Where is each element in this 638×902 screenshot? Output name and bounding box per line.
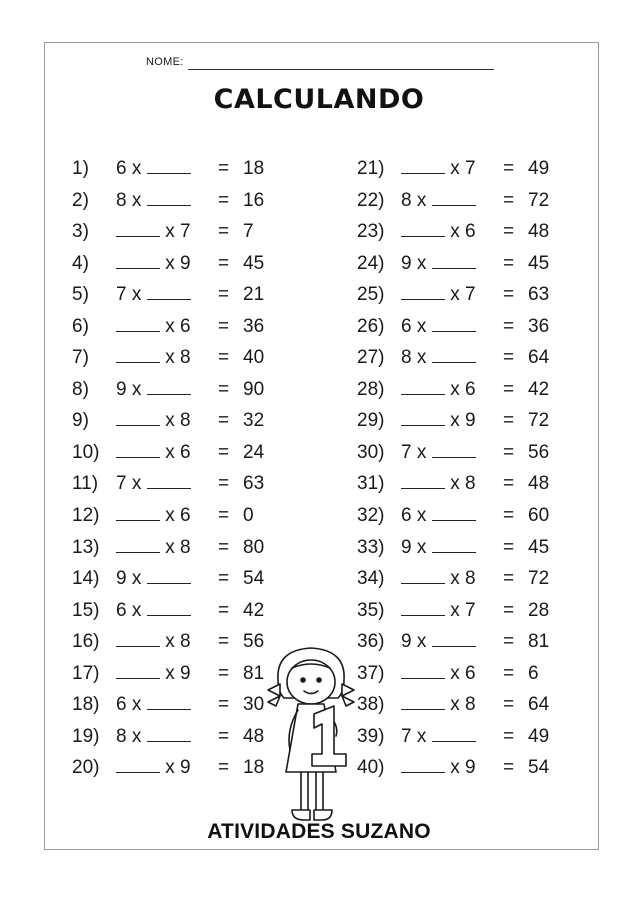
answer-blank[interactable] (401, 406, 445, 426)
problem-number: 37) (357, 662, 385, 684)
problem-number: 20) (72, 757, 100, 779)
problem-number: 40) (357, 757, 385, 779)
equals-sign: = (218, 347, 230, 369)
equals-sign: = (503, 189, 515, 211)
problem-number: 34) (357, 568, 385, 590)
problem-result: 72 (528, 410, 550, 432)
factor-text: 6 x (116, 599, 142, 621)
problem-number: 15) (72, 599, 100, 621)
answer-blank[interactable] (116, 438, 160, 458)
factor-text: x 8 (450, 568, 476, 590)
problem-number: 25) (357, 284, 385, 306)
equals-sign: = (503, 757, 515, 779)
answer-blank[interactable] (116, 627, 160, 647)
problem-number: 16) (72, 631, 100, 653)
problem-expression (401, 279, 476, 311)
equals-sign: = (218, 599, 230, 621)
factor-text: x 9 (165, 252, 191, 274)
problem-number: 10) (72, 441, 100, 463)
equals-sign: = (218, 284, 230, 306)
equals-sign: = (218, 158, 230, 179)
problem-expression (116, 595, 191, 627)
problem-number: 4) (72, 252, 89, 274)
problem-result: 64 (528, 694, 550, 716)
equals-sign: = (218, 757, 230, 779)
problem-number: 5) (72, 284, 89, 306)
equals-sign: = (218, 410, 230, 432)
factor-text: x 8 (165, 536, 191, 558)
factor-text: x 8 (450, 473, 476, 495)
answer-blank[interactable] (116, 501, 160, 521)
problem-result: 0 (243, 505, 254, 527)
problem-expression (401, 595, 476, 627)
answer-blank[interactable] (401, 753, 445, 773)
answer-blank[interactable] (432, 501, 476, 521)
problem-result: 54 (528, 757, 550, 779)
answer-blank[interactable] (116, 343, 160, 363)
problem-result: 81 (528, 631, 550, 653)
answer-blank[interactable] (401, 469, 445, 489)
problem-number: 36) (357, 631, 385, 653)
problem-result: 18 (243, 158, 265, 179)
equals-sign: = (503, 473, 515, 495)
answer-blank[interactable] (116, 753, 160, 773)
factor-text: x 8 (165, 347, 191, 369)
problem-number: 6) (72, 315, 89, 337)
equals-sign: = (503, 315, 515, 337)
problem-expression (401, 405, 476, 437)
problem-expression (401, 500, 476, 532)
factor-text: x 7 (450, 158, 476, 179)
equals-sign: = (218, 252, 230, 274)
answer-blank[interactable] (116, 312, 160, 332)
problem-number: 32) (357, 505, 385, 527)
equals-sign: = (503, 158, 515, 179)
factor-text: 8 x (116, 189, 142, 211)
worksheet-title: CALCULANDO (213, 84, 425, 115)
factor-text: 7 x (401, 441, 427, 463)
problem-expression (401, 532, 476, 564)
problem-result: 21 (243, 284, 265, 306)
answer-blank[interactable] (432, 343, 476, 363)
problem-number: 29) (357, 410, 385, 432)
factor-text: 7 x (116, 284, 142, 306)
problem-result: 64 (528, 347, 550, 369)
answer-blank[interactable] (432, 438, 476, 458)
factor-text: 7 x (401, 725, 427, 747)
equals-sign: = (503, 410, 515, 432)
problem-expression (401, 468, 476, 500)
problem-result: 48 (243, 725, 265, 747)
equals-sign: = (503, 631, 515, 653)
problem-expression (116, 468, 191, 500)
problem-number: 17) (72, 662, 100, 684)
problem-result: 30 (243, 694, 265, 716)
factor-text: x 8 (450, 694, 476, 716)
answer-blank[interactable] (432, 312, 476, 332)
problem-result: 45 (528, 252, 550, 274)
factor-text: x 7 (450, 284, 476, 306)
factor-text: x 9 (165, 662, 191, 684)
problem-number: 21) (357, 158, 385, 179)
answer-blank[interactable] (432, 186, 476, 206)
factor-text: x 7 (165, 221, 191, 243)
problem-result: 36 (243, 315, 265, 337)
factor-text: 6 x (401, 315, 427, 337)
factor-text: 9 x (116, 568, 142, 590)
problem-result: 81 (243, 662, 265, 684)
problem-expression (116, 405, 191, 437)
problem-expression (401, 216, 476, 248)
problem-number: 33) (357, 536, 385, 558)
answer-blank[interactable] (401, 690, 445, 710)
problem-number: 27) (357, 347, 385, 369)
equals-sign: = (218, 694, 230, 716)
problem-result: 45 (528, 536, 550, 558)
problem-number: 30) (357, 441, 385, 463)
equals-sign: = (218, 473, 230, 495)
problem-number: 39) (357, 725, 385, 747)
problem-expression (116, 658, 191, 690)
equals-sign: = (503, 568, 515, 590)
answer-blank[interactable] (401, 659, 445, 679)
answer-blank[interactable] (147, 280, 191, 300)
factor-text: x 6 (165, 315, 191, 337)
answer-blank[interactable] (401, 596, 445, 616)
equals-sign: = (218, 631, 230, 653)
girl-holding-number-one-icon (256, 640, 366, 830)
problem-expression (401, 153, 476, 185)
equals-sign: = (218, 315, 230, 337)
answer-blank[interactable] (432, 249, 476, 269)
problem-result: 42 (528, 378, 550, 400)
answer-blank[interactable] (116, 217, 160, 237)
name-input-line[interactable] (188, 69, 494, 70)
factor-text: x 8 (165, 631, 191, 653)
equals-sign: = (503, 441, 515, 463)
factor-text: 9 x (401, 252, 427, 274)
problem-expression (116, 689, 191, 721)
equals-sign: = (503, 378, 515, 400)
problem-expression (116, 721, 191, 753)
problem-expression (116, 752, 191, 784)
problem-number: 23) (357, 221, 385, 243)
answer-blank[interactable] (401, 217, 445, 237)
problem-number: 7) (72, 347, 89, 369)
answer-blank[interactable] (147, 154, 191, 174)
problem-result: 48 (528, 473, 550, 495)
equals-sign: = (218, 568, 230, 590)
factor-text: 6 x (116, 694, 142, 716)
factor-text: x 6 (165, 505, 191, 527)
answer-blank[interactable] (432, 627, 476, 647)
factor-text: x 6 (165, 441, 191, 463)
problem-expression (401, 626, 476, 658)
equals-sign: = (218, 221, 230, 243)
equals-sign: = (503, 662, 515, 684)
problem-expression (116, 563, 191, 595)
problem-result: 42 (243, 599, 265, 621)
problem-expression (116, 626, 191, 658)
answer-blank[interactable] (116, 406, 160, 426)
problem-number: 3) (72, 221, 89, 243)
equals-sign: = (218, 662, 230, 684)
problem-result: 7 (243, 221, 254, 243)
problem-result: 63 (243, 473, 265, 495)
problem-number: 13) (72, 536, 100, 558)
equals-sign: = (503, 221, 515, 243)
answer-blank[interactable] (147, 722, 191, 742)
answer-blank[interactable] (116, 249, 160, 269)
equals-sign: = (218, 189, 230, 211)
problem-expression (401, 721, 476, 753)
factor-text: x 8 (165, 410, 191, 432)
equals-sign: = (218, 441, 230, 463)
problem-result: 16 (243, 189, 265, 211)
problem-result: 48 (528, 221, 550, 243)
factor-text: 6 x (116, 158, 142, 179)
factor-text: 9 x (401, 631, 427, 653)
problem-result: 40 (243, 347, 265, 369)
problem-expression (401, 752, 476, 784)
equals-sign: = (503, 536, 515, 558)
answer-blank[interactable] (401, 564, 445, 584)
answer-blank[interactable] (116, 659, 160, 679)
factor-text: 9 x (401, 536, 427, 558)
equals-sign: = (218, 536, 230, 558)
equals-sign: = (503, 347, 515, 369)
equals-sign: = (503, 284, 515, 306)
problem-result: 49 (528, 725, 550, 747)
problem-result: 32 (243, 410, 265, 432)
problem-expression (401, 563, 476, 595)
problem-result: 90 (243, 378, 265, 400)
problem-number: 26) (357, 315, 385, 337)
problem-expression (116, 342, 191, 374)
problem-number: 14) (72, 568, 100, 590)
problem-result: 36 (528, 315, 550, 337)
problem-number: 24) (357, 252, 385, 274)
factor-text: x 9 (450, 757, 476, 779)
problem-number: 35) (357, 599, 385, 621)
problem-expression (401, 311, 476, 343)
problem-result: 56 (528, 441, 550, 463)
answer-blank[interactable] (432, 533, 476, 553)
problem-result: 60 (528, 505, 550, 527)
equals-sign: = (503, 599, 515, 621)
factor-text: x 6 (450, 378, 476, 400)
answer-blank[interactable] (116, 533, 160, 553)
problem-result: 63 (528, 284, 550, 306)
answer-blank[interactable] (147, 375, 191, 395)
problem-expression (401, 437, 476, 469)
problem-result: 56 (243, 631, 265, 653)
problem-expression (401, 342, 476, 374)
problem-number: 1) (72, 158, 89, 179)
problem-expression (116, 437, 191, 469)
problem-number: 38) (357, 694, 385, 716)
equals-sign: = (218, 378, 230, 400)
problem-expression (401, 658, 476, 690)
answer-blank[interactable] (147, 469, 191, 489)
factor-text: x 6 (450, 662, 476, 684)
equals-sign: = (218, 725, 230, 747)
answer-blank[interactable] (147, 186, 191, 206)
problem-number: 22) (357, 189, 385, 211)
problem-number: 11) (72, 473, 99, 495)
problem-number: 9) (72, 410, 89, 432)
problem-result: 49 (528, 158, 550, 179)
problem-expression (116, 500, 191, 532)
factor-text: 6 x (401, 505, 427, 527)
factor-text: 7 x (116, 473, 142, 495)
problem-result: 72 (528, 568, 550, 590)
factor-text: x 9 (450, 410, 476, 432)
problem-number: 19) (72, 725, 100, 747)
name-label: NOME: (146, 56, 184, 68)
problem-number: 18) (72, 694, 100, 716)
problem-expression (116, 153, 191, 185)
problem-expression (116, 311, 191, 343)
problem-result: 72 (528, 189, 550, 211)
answer-blank[interactable] (147, 690, 191, 710)
equals-sign: = (503, 505, 515, 527)
problem-expression (116, 185, 191, 217)
factor-text: x 9 (165, 757, 191, 779)
problem-expression (401, 185, 476, 217)
answer-blank[interactable] (401, 280, 445, 300)
problem-result: 24 (243, 441, 265, 463)
problem-expression (116, 279, 191, 311)
problem-number: 8) (72, 378, 89, 400)
problem-expression (401, 248, 476, 280)
problem-expression (401, 374, 476, 406)
factor-text: 8 x (116, 725, 142, 747)
answer-blank[interactable] (147, 564, 191, 584)
problem-number: 28) (357, 378, 385, 400)
problem-result: 28 (528, 599, 550, 621)
problem-expression (116, 532, 191, 564)
footer-brand: ATIVIDADES SUZANO (207, 820, 431, 843)
problem-result: 18 (243, 757, 265, 779)
problem-expression (116, 248, 191, 280)
factor-text: x 7 (450, 599, 476, 621)
equals-sign: = (503, 694, 515, 716)
equals-sign: = (503, 252, 515, 274)
factor-text: 9 x (116, 378, 142, 400)
problem-result: 80 (243, 536, 265, 558)
problem-number: 12) (72, 505, 100, 527)
problem-expression (116, 216, 191, 248)
factor-text: x 6 (450, 221, 476, 243)
factor-text: 8 x (401, 347, 427, 369)
problem-result: 6 (528, 662, 539, 684)
answer-blank[interactable] (432, 722, 476, 742)
answer-blank[interactable] (401, 375, 445, 395)
problem-expression (401, 689, 476, 721)
problem-number: 2) (72, 189, 89, 211)
problem-result: 54 (243, 568, 265, 590)
equals-sign: = (503, 725, 515, 747)
answer-blank[interactable] (401, 154, 445, 174)
equals-sign: = (218, 505, 230, 527)
problem-expression (116, 374, 191, 406)
factor-text: 8 x (401, 189, 427, 211)
problem-result: 45 (243, 252, 265, 274)
answer-blank[interactable] (147, 596, 191, 616)
problem-number: 31) (357, 473, 385, 495)
